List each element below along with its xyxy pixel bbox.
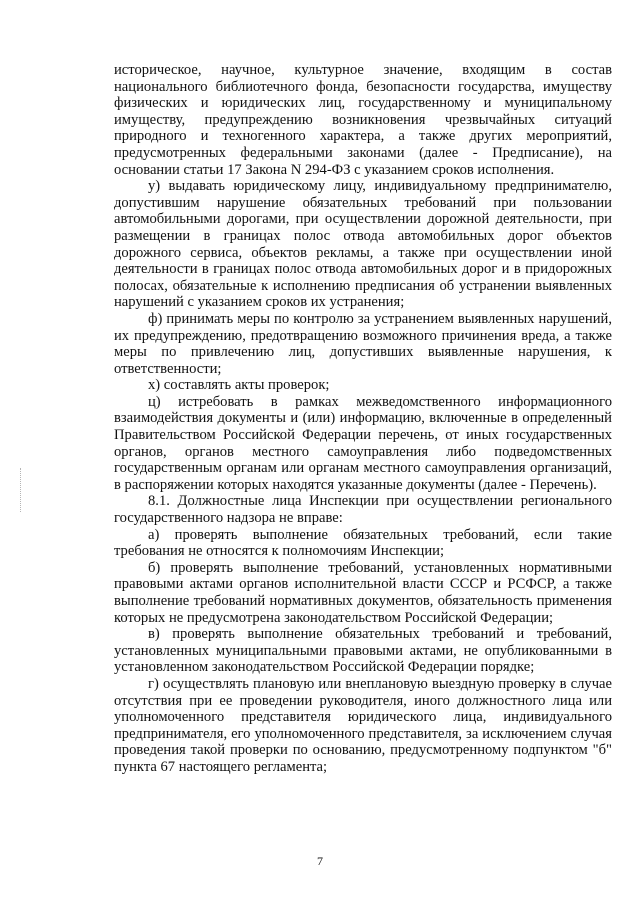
paragraph-item-f: ф) принимать меры по контролю за устранением выявленных нарушений, их предупреждению, предотвращению возможного причинения вреда, а также меры по привлечению лиц, допустивших выявленные нарушения, к ответственности; (114, 310, 612, 377)
paragraph-item-b: б) проверять выполнение требований, установленных нормативными правовыми актами органов исполнительной власти СССР и РСФСР, а также выполнение требований нормативных документов, обязательность применения которых не предусмотрена законодательством Российской Федерации; (114, 559, 612, 626)
scan-margin-artifact (20, 468, 23, 512)
document-body (114, 62, 612, 776)
page-number: 7 (317, 854, 323, 868)
paragraph-item-v: в) проверять выполнение обязательных требований и требований, установленных муниципальными правовыми актами, не опубликованными в установленном законодательством Российской Федерации порядке; (114, 626, 612, 676)
paragraph-item-g: г) осуществлять плановую или внеплановую выездную проверку в случае отсутствия при ее проведении руководителя, иного должностного лица или уполномоченного представителя юридического лица, индивидуального предпринимателя, его уполномоченного представителя, за исключением случая проведения такой проверки по основанию, предусмотренному подпунктом "б" пункта 67 настоящего регламента; (114, 675, 612, 775)
paragraph-item-ts: ц) истребовать в рамках межведомственного информационного взаимодействия документы и (или) информацию, включенные в определенный Правительством Российской Федерации перечень, от иных государственных органов, органов местного самоуправления либо подведомственных государственным органам или органам местного самоуправления организаций, в распоряжении которых находятся указанные документы (далее - Перечень). (114, 393, 612, 493)
paragraph-section-8-1: 8.1. Должностные лица Инспекции при осуществлении регионального государственного надзора не вправе: (114, 493, 612, 527)
paragraph-item-a: а) проверять выполнение обязательных требований, если такие требования не относятся к полномочиям Инспекции; (114, 526, 612, 560)
paragraph-continuation: историческое, научное, культурное значение, входящим в состав национального библиотечного фонда, безопасности государства, имуществу физических и юридических лиц, государственному и муниципальному имуществу, предупреждению возникновения чрезвычайных ситуаций природного и техногенного характера, а также других мероприятий, предусмотренных федеральными законами (далее - Предписание), на основании статьи 17 Закона N 294-ФЗ с указанием сроков исполнения. (114, 62, 612, 178)
paragraph-item-kh: х) составлять акты проверок; (148, 377, 330, 394)
paragraph-item-u: у) выдавать юридическому лицу, индивидуальному предпринимателю, допустившим нарушение обязательных требований при пользовании автомобильными дорогами, при осуществлении дорожной деятельности, при размещении в границах полос отвода автомобильных дорог объектов дорожного сервиса, объектов рекламы, а также при осуществлении иной деятельности в границах полос отвода автомобильных дорог и в придорожных полосах, обязательные к исполнению предписания об устранении выявленных нарушений с указанием сроков их устранения; (114, 178, 612, 311)
